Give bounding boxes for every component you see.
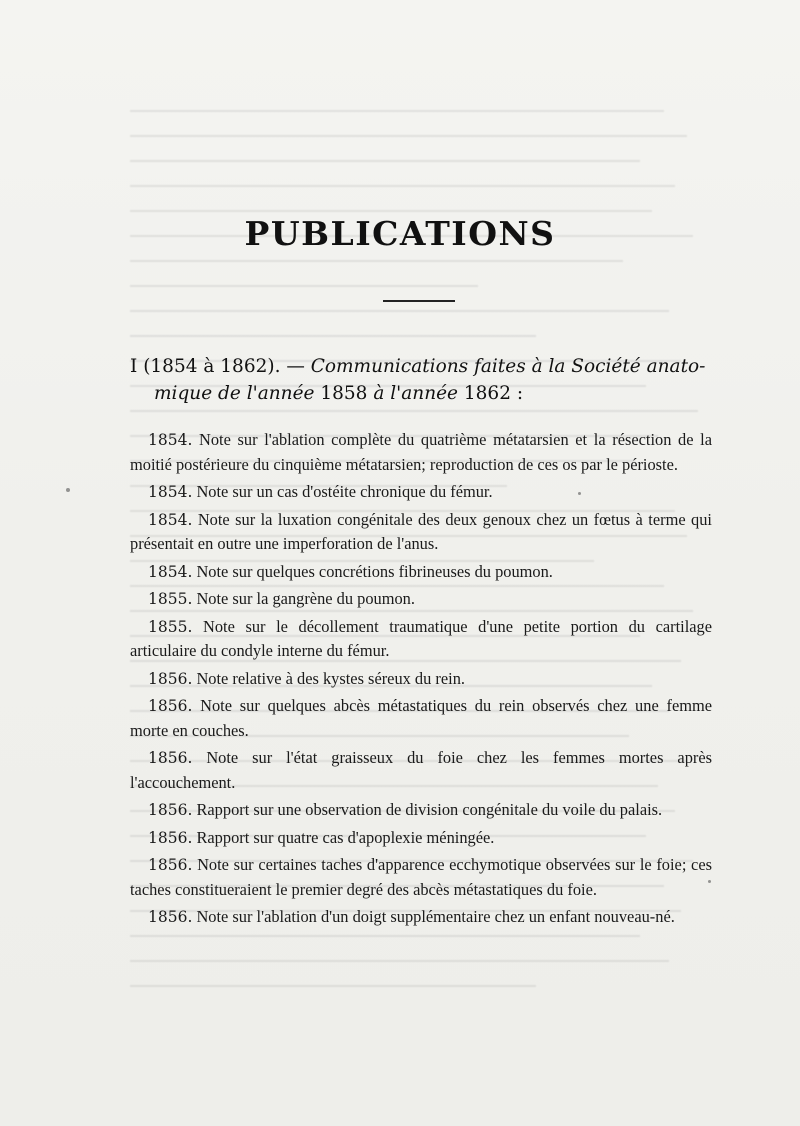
list-item <box>130 853 712 902</box>
title-divider <box>383 300 455 302</box>
list-item <box>130 694 712 743</box>
entry-year: 1854. <box>148 562 193 581</box>
paper-speck <box>66 488 70 492</box>
entry-text: Rapport sur une observation de division congénitale du voile du palais. <box>192 800 663 819</box>
section-year-start: 1858 <box>320 383 368 404</box>
list-item <box>130 480 712 505</box>
entry-year: 1855. <box>148 617 193 636</box>
entry-year: 1854. <box>148 483 193 501</box>
section-year-end: 1862 <box>463 383 511 404</box>
entry-text: Rapport sur quatre cas d'apoplexie méningée. <box>192 827 495 847</box>
entry-year: 1856. <box>148 828 193 847</box>
entry-text: Note sur l'état graisseux du foie chez les femmes mortes après l'accouchement. <box>130 748 712 792</box>
entry-text: Note sur certaines taches d'apparence ecchymotique observées sur le foie; ces taches constitueraient le premier degré des abcès métastatiques du foie. <box>130 855 712 899</box>
page-title: PUBLICATIONS <box>244 214 556 253</box>
list-item <box>130 560 712 585</box>
section-label: I (1854 à 1862). — <box>130 356 311 377</box>
entry-text: Note sur le décollement traumatique d'une petite portion du cartilage articulaire du condyle interne du fémur. <box>130 616 712 660</box>
list-item <box>130 746 712 795</box>
list-item <box>130 798 712 823</box>
section-title-c: à l'année <box>367 383 464 404</box>
entry-text: Note sur un cas d'ostéite chronique du fémur. <box>192 482 493 501</box>
list-item <box>130 587 712 612</box>
list-item <box>130 905 712 930</box>
entry-year: 1856. <box>148 697 193 715</box>
publication-list <box>130 428 712 933</box>
entry-text: Note sur quelques abcès métastatiques du rein observés chez une femme morte en couches. <box>130 696 712 740</box>
entry-text: Note sur la luxation congénitale des deux genoux chez un fœtus à terme qui présentait en outre une imperforation de l'anus. <box>130 509 712 553</box>
entry-year: 1856. <box>148 801 193 819</box>
paper-speck <box>708 880 711 883</box>
entry-year: 1856. <box>148 856 193 874</box>
entry-year: 1854. <box>148 431 193 449</box>
section-title-a: Communications faites à la Société anato- <box>310 356 706 377</box>
entry-year: 1856. <box>148 908 193 926</box>
entry-text: Note sur l'ablation d'un doigt supplémentaire chez un enfant nouveau-né. <box>192 907 675 926</box>
entry-text: Note relative à des kystes séreux du rein. <box>192 668 466 688</box>
list-item <box>130 667 712 692</box>
section-heading <box>130 353 710 407</box>
entry-text: Note sur la gangrène du poumon. <box>192 589 415 608</box>
list-item <box>130 615 712 664</box>
entry-text: Note sur quelques concrétions fibrineuses du poumon. <box>192 561 553 581</box>
list-item <box>130 508 712 557</box>
section-suffix: : <box>510 383 524 404</box>
entry-year: 1856. <box>148 749 193 767</box>
entry-year: 1854. <box>148 510 193 529</box>
section-title-b: mique de l'année <box>154 383 321 404</box>
entry-year: 1855. <box>148 590 193 608</box>
list-item <box>130 428 712 477</box>
list-item <box>130 826 712 851</box>
entry-text: Note sur l'ablation complète du quatrième métatarsien et la résection de la moitié postérieure du cinquième métatarsien; reproduction de ces os par le périoste. <box>130 430 712 474</box>
entry-year: 1856. <box>148 669 193 688</box>
paper-speck <box>578 492 581 495</box>
